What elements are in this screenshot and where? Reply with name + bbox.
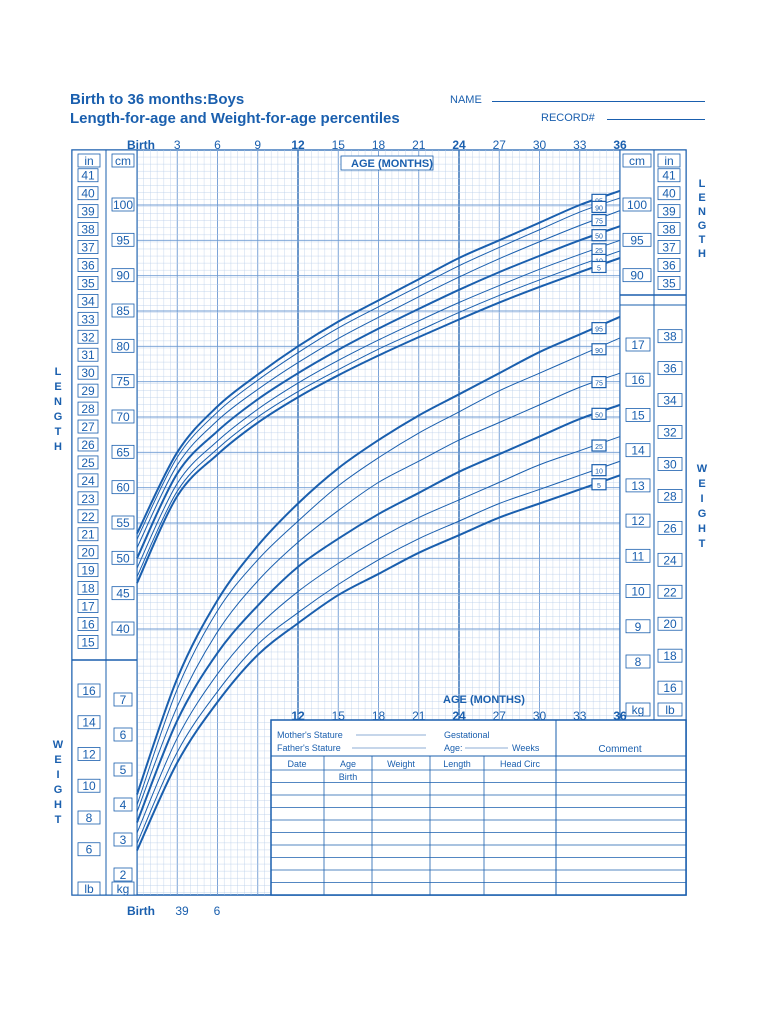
bottom-age-tick: 6 (213, 904, 221, 918)
length-in-left-tick: 41 (81, 168, 95, 183)
length-in-left-tick: 29 (81, 384, 95, 399)
chart-subtitle: Length-for-age and Weight-for-age percentiles (70, 110, 400, 127)
length-in-left-tick: 36 (81, 258, 95, 273)
length-in-right-tick: 41 (662, 168, 676, 183)
length-in-left-tick: 37 (81, 240, 95, 255)
length-cm-left-tick: 100 (112, 198, 134, 212)
length-in-left-tick: 20 (81, 545, 95, 560)
table-column-header: Head Circ (499, 759, 541, 769)
length-cm-left-tick: 50 (116, 551, 130, 566)
length-in-left-tick: 25 (81, 455, 95, 470)
table-column-header: Age (339, 759, 357, 769)
chart-title: Birth to 36 months:Boys (70, 91, 245, 108)
fathers-stature-label: Father's Stature (277, 743, 341, 753)
top-age-tick: Birth (127, 138, 155, 152)
weight-side-label: H (54, 799, 62, 811)
length-side-label-right: H (698, 248, 706, 260)
weight-lb-right-tick: 20 (663, 617, 677, 632)
length-in-left-tick: 33 (81, 312, 95, 327)
length-in-right-tick: 35 (662, 276, 676, 291)
length-side-label-right: L (698, 178, 706, 190)
unit-cm-right: cm (629, 154, 645, 168)
weight-lb-right-tick: 38 (663, 329, 677, 344)
mothers-stature-label: Mother's Stature (277, 730, 343, 740)
top-age-tick: 15 (331, 138, 345, 152)
weight-kg-left-tick: 3 (119, 833, 127, 847)
weight-lb-left-tick: 14 (82, 715, 96, 730)
length-p75-label: 75 (595, 218, 603, 226)
mid-age-tick: 21 (412, 709, 426, 723)
mid-age-tick: 36 (613, 709, 627, 723)
length-p90-label: 90 (595, 205, 603, 213)
length-in-left-tick: 40 (81, 186, 95, 201)
weight-lb-right-tick: 32 (663, 425, 677, 440)
weight-side-label-right: I (700, 493, 704, 505)
length-side-label: N (54, 396, 62, 408)
weight-lb-right-tick: 24 (663, 553, 677, 568)
length-side-label-right: T (698, 234, 706, 246)
length-cm-left-tick: 70 (116, 410, 130, 424)
bottom-age-tick: 39 (175, 904, 189, 918)
mid-age-tick: 33 (573, 709, 587, 723)
length-in-left-tick: 26 (81, 437, 95, 452)
length-cm-left-tick: 40 (116, 622, 130, 636)
unit-kg-left: kg (116, 882, 130, 896)
length-cm-left-tick: 45 (116, 586, 130, 601)
weight-kg-right-tick: 13 (631, 478, 645, 493)
weight-lb-right-tick: 26 (663, 521, 677, 536)
table-column-header: Weight (387, 759, 415, 769)
weight-p25-label: 25 (595, 444, 603, 452)
weight-side-label: E (54, 754, 62, 766)
weeks-label: Weeks (512, 743, 540, 753)
gestational-label: Gestational (444, 730, 490, 740)
weight-lb-right-tick: 18 (663, 649, 677, 664)
length-in-right-tick: 38 (662, 222, 676, 237)
length-in-left-tick: 24 (81, 473, 95, 488)
length-cm-right-tick: 90 (630, 268, 644, 283)
top-age-tick: 36 (613, 138, 627, 152)
comment-label: Comment (598, 744, 642, 755)
unit-kg-right: kg (631, 703, 645, 717)
weight-side-label-right: T (698, 538, 706, 550)
table-column-header: Length (443, 759, 471, 769)
top-age-tick: 9 (254, 138, 262, 152)
weight-kg-left-tick: 6 (119, 728, 127, 742)
weight-p5-label: 5 (597, 482, 601, 490)
weight-kg-right-tick: 14 (631, 443, 645, 458)
weight-lb-left-tick: 6 (85, 842, 93, 857)
top-axis-label: AGE (MONTHS) (351, 158, 433, 170)
length-in-left-tick: 30 (81, 366, 95, 381)
top-age-tick: 12 (291, 138, 305, 152)
weight-lb-right-tick: 28 (663, 489, 677, 504)
length-in-left-tick: 19 (81, 563, 95, 578)
length-cm-left-tick: 60 (116, 480, 130, 495)
weight-side-label-right: H (698, 523, 706, 535)
length-side-label: H (54, 441, 62, 453)
length-side-label-right: E (698, 192, 706, 204)
length-in-left-tick: 23 (81, 491, 95, 506)
weight-lb-right-tick: 16 (663, 681, 677, 696)
length-cm-left-tick: 85 (116, 304, 130, 318)
mid-age-tick: 30 (532, 709, 547, 723)
record-table (271, 720, 686, 895)
length-in-left-tick: 34 (81, 294, 95, 309)
length-p50-label: 50 (595, 233, 603, 241)
length-in-right-tick: 36 (662, 258, 676, 273)
record-label: RECORD# (541, 112, 595, 124)
length-side-label-right: N (698, 206, 706, 218)
length-in-left-tick: 22 (81, 509, 95, 524)
weight-kg-left-tick: 2 (119, 868, 127, 882)
mid-age-tick: 12 (291, 709, 305, 723)
weight-kg-right-tick: 12 (631, 514, 645, 529)
length-in-left-tick: 17 (81, 599, 95, 614)
length-in-left-tick: 39 (81, 204, 95, 219)
mid-age-tick: 27 (492, 709, 506, 723)
weight-lb-right-tick: 36 (663, 361, 677, 376)
table-birth-label: Birth (338, 772, 358, 782)
weight-side-label: T (54, 814, 62, 826)
length-side-label-right: G (697, 220, 707, 232)
top-age-tick: 27 (492, 138, 506, 152)
length-cm-left-tick: 95 (116, 233, 130, 248)
length-cm-left-tick: 75 (116, 374, 130, 389)
length-p5-label: 5 (597, 265, 601, 273)
weight-lb-left-tick: 8 (85, 810, 93, 825)
weight-p50-label: 50 (595, 412, 603, 420)
length-in-left-tick: 31 (81, 348, 95, 363)
bottom-age-tick: Birth (127, 904, 155, 918)
top-age-tick: 18 (371, 138, 386, 152)
weight-p75-label: 75 (595, 380, 603, 388)
length-in-left-tick: 32 (81, 330, 95, 345)
length-cm-right-tick: 95 (630, 233, 644, 248)
age-label: Age: (444, 743, 463, 753)
weight-p90-label: 90 (595, 347, 603, 355)
weight-kg-left-tick: 4 (119, 798, 127, 812)
length-cm-left-tick: 80 (116, 339, 130, 354)
mid-age-tick: 24 (452, 709, 466, 723)
length-in-right-tick: 37 (662, 240, 676, 255)
weight-kg-left-tick: 5 (119, 763, 127, 777)
weight-lb-right-tick: 22 (663, 585, 677, 600)
length-in-left-tick: 21 (81, 527, 95, 542)
mid-age-tick: 15 (331, 709, 345, 723)
top-age-tick: 6 (214, 138, 221, 152)
top-age-tick: 33 (573, 138, 587, 152)
length-in-left-tick: 28 (81, 402, 95, 417)
weight-side-label: G (53, 784, 63, 796)
unit-in-left: in (84, 154, 94, 168)
weight-side-label: I (56, 769, 60, 781)
length-cm-right-tick: 100 (626, 198, 648, 212)
weight-side-label: W (52, 739, 64, 751)
top-age-tick: 30 (532, 138, 547, 152)
weight-p95-label: 95 (595, 326, 603, 334)
name-label: NAME (450, 94, 482, 106)
length-cm-left-tick: 55 (116, 516, 130, 530)
length-p25-label: 25 (595, 247, 603, 255)
weight-side-label-right: G (697, 508, 707, 520)
weight-kg-left-tick: 7 (119, 693, 127, 707)
weight-lb-right-tick: 30 (663, 457, 677, 472)
top-age-tick: 3 (173, 138, 181, 152)
weight-kg-right-tick: 10 (631, 584, 645, 599)
length-cm-left-tick: 65 (116, 445, 130, 460)
weight-kg-right-tick: 11 (631, 549, 645, 564)
length-in-right-tick: 40 (662, 186, 676, 201)
weight-kg-right-tick: 15 (631, 408, 645, 423)
length-cm-left-tick: 90 (116, 268, 130, 283)
length-side-label: L (54, 366, 62, 378)
length-in-left-tick: 38 (81, 222, 95, 237)
unit-cm-left: cm (115, 154, 131, 168)
length-in-left-tick: 35 (81, 276, 95, 291)
length-side-label: E (54, 381, 62, 393)
weight-p10-label: 10 (595, 468, 603, 476)
length-in-left-tick: 16 (81, 617, 95, 632)
weight-kg-right-tick: 17 (631, 338, 645, 352)
unit-in-right: in (664, 154, 674, 168)
length-side-label: T (54, 426, 62, 438)
mid-age-tick: 18 (371, 709, 386, 723)
weight-side-label-right: E (698, 478, 706, 490)
weight-side-label-right: W (696, 463, 708, 475)
weight-lb-left-tick: 16 (82, 683, 96, 698)
length-in-left-tick: 15 (81, 635, 95, 650)
weight-kg-right-tick: 9 (634, 619, 642, 634)
length-side-label: G (53, 411, 63, 423)
length-in-right-tick: 39 (662, 204, 676, 219)
mid-axis-label: AGE (MONTHS) (443, 694, 525, 706)
unit-lb-left: lb (84, 882, 94, 896)
weight-lb-right-tick: 34 (663, 393, 677, 408)
length-in-left-tick: 18 (81, 581, 95, 596)
weight-kg-right-tick: 16 (631, 373, 645, 388)
weight-lb-left-tick: 12 (82, 747, 96, 762)
unit-lb-right: lb (665, 703, 675, 717)
weight-lb-left-tick: 10 (82, 779, 96, 794)
table-column-header: Date (287, 759, 307, 769)
weight-kg-right-tick: 8 (634, 655, 642, 669)
top-age-tick: 21 (412, 138, 426, 152)
top-age-tick: 24 (452, 138, 466, 152)
length-in-left-tick: 27 (81, 420, 95, 435)
